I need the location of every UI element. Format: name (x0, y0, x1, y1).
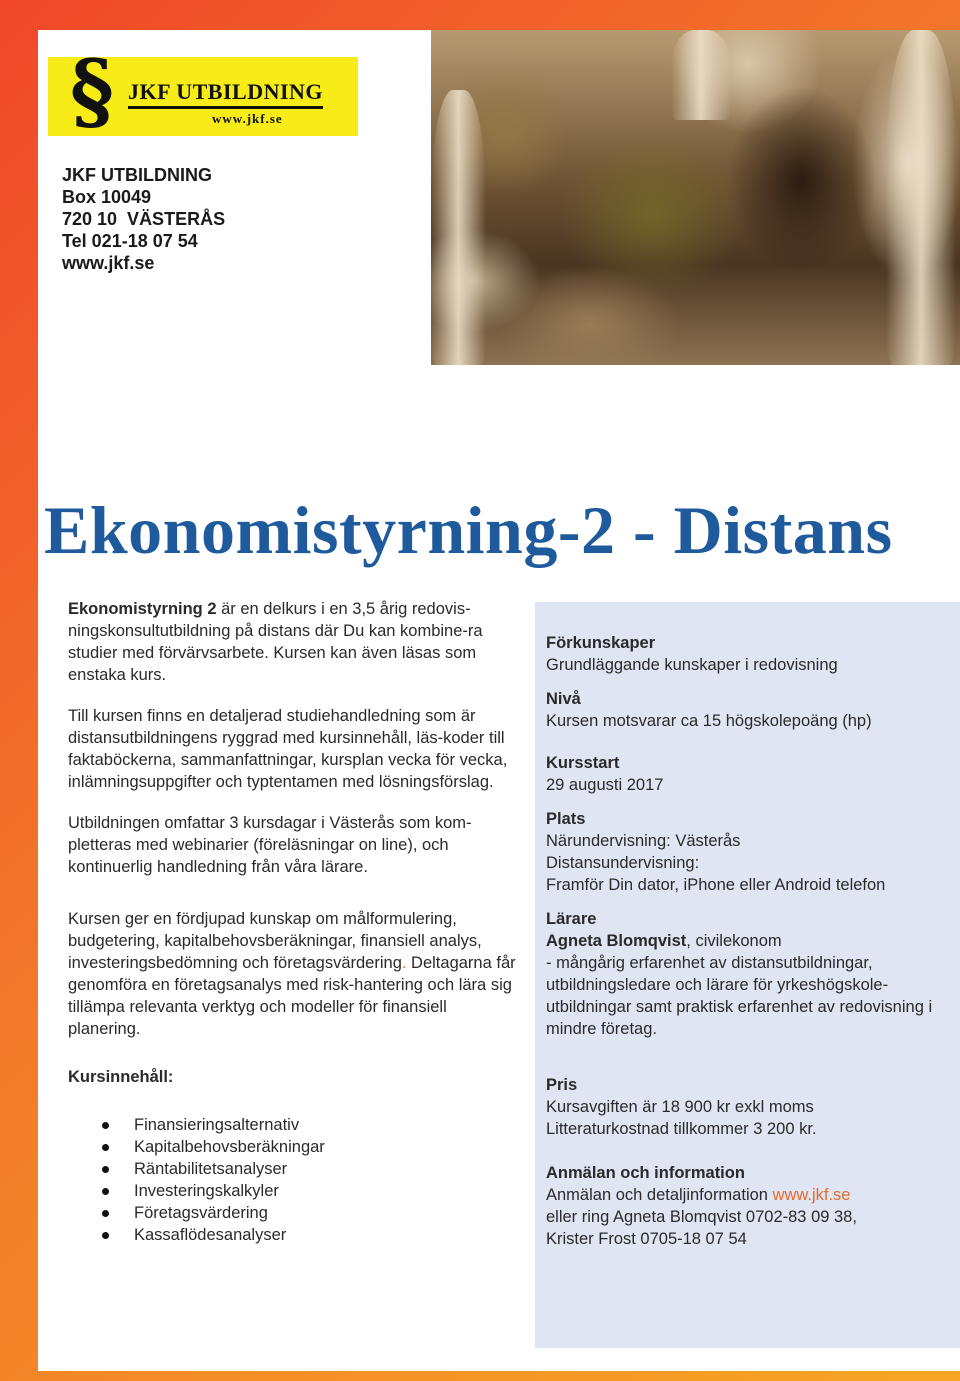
course-content-paragraph (68, 908, 523, 1040)
larare-heading: Lärare (546, 910, 597, 928)
brochure-page (38, 30, 960, 1371)
plats-section (546, 808, 951, 896)
list-item: Räntabilitetsanalyser (68, 1158, 523, 1180)
cave-photo (431, 30, 960, 365)
niva-section (546, 688, 951, 732)
address-line: www.jkf.se (62, 253, 155, 273)
teacher-role: , civilekonom (686, 932, 782, 950)
kursstart-section (546, 752, 951, 796)
intro-course-name: Ekonomistyrning 2 (68, 600, 217, 618)
pris-heading: Pris (546, 1076, 578, 1094)
anmalan-text: Anmälan och detaljinformation (546, 1186, 773, 1204)
forkunskaper-heading: Förkunskaper (546, 634, 656, 652)
list-item: Finansieringsalternativ (68, 1114, 523, 1136)
list-item: Investeringskalkyler (68, 1180, 523, 1202)
forkunskaper-text: Grundläggande kunskaper i redovisning (546, 656, 838, 674)
plats-line: Närundervisning: Västerås (546, 832, 741, 850)
course-description (68, 598, 523, 1246)
teacher-name: Agneta Blomqvist (546, 932, 687, 950)
logo-name: JKF UTBILDNING (128, 79, 323, 109)
intro-text: är en delkurs i en 3,5 årig redovis-ningskonsultutbildning på distans där Du kan kombine-ra studier med förvärvsarbete. Kursen kan även läsas som enstaka kurs. (68, 600, 483, 684)
niva-heading: Nivå (546, 690, 581, 708)
list-item: Kapitalbehovsberäkningar (68, 1136, 523, 1158)
plats-heading: Plats (546, 810, 586, 828)
kursstart-heading: Kursstart (546, 754, 620, 772)
course-days-paragraph: Utbildningen omfattar 3 kursdagar i Västerås som kom-pletteras med webinarier (föreläsningar on line), och kontinuerlig handledning från våra lärare. (68, 814, 472, 876)
study-guide-paragraph: Till kursen finns en detaljerad studiehandledning som är distansutbildningens ryggrad med kursinnehåll, läs-koder till faktaböckerna, sammanfattningar, kursplan vecka för vecka, inlämningsuppgifter och typtentamen med lösningsförslag. (68, 707, 508, 791)
forkunskaper-section (546, 632, 951, 676)
anmalan-line (546, 1184, 951, 1206)
info-sidebar (535, 602, 960, 1348)
address-line: Box 10049 (62, 187, 152, 207)
course-content-rest: Deltagarna får genomföra en företagsanalys med risk-hantering och lära sig tillämpa relevanta verktyg och modeller för finansiell planering. (68, 954, 516, 1038)
anmalan-section (546, 1162, 951, 1250)
website-link[interactable]: www.jkf.se (772, 1186, 851, 1204)
larare-section (546, 908, 951, 1040)
address-line: JKF UTBILDNING (62, 165, 212, 185)
list-item: Kassaflödesanalyser (68, 1224, 523, 1246)
logo-url: www.jkf.se (212, 111, 283, 126)
anmalan-heading: Anmälan och information (546, 1164, 745, 1182)
niva-text: Kursen motsvarar ca 15 högskolepoäng (hp) (546, 712, 872, 730)
jkf-logo (48, 57, 358, 136)
plats-line: Framför Din dator, iPhone eller Android telefon (546, 876, 886, 894)
pris-line: Kursavgiften är 18 900 kr exkl moms (546, 1098, 814, 1116)
course-content-dot: . (401, 954, 407, 972)
address-block (62, 164, 225, 274)
page-title: Ekonomistyrning-2 - Distans (44, 492, 893, 568)
kursinnehall-heading: Kursinnehåll: (68, 1068, 174, 1086)
teacher-description: - mångårig erfarenhet av distansutbildningar, utbildningsledare och lärare för yrkeshögskole-utbildningar samt praktisk erfarenhet av redovisning i mindre företag. (546, 954, 933, 1038)
section-sign-logo-mark: § (70, 57, 114, 136)
kursstart-date: 29 augusti 2017 (546, 776, 664, 794)
anmalan-contact-line: Krister Frost 0705-18 07 54 (546, 1230, 747, 1248)
teacher-line (546, 930, 951, 952)
course-content-main: Kursen ger en fördjupad kunskap om målformulering, budgetering, kapitalbehovsberäkningar, finansiell analys, investeringsbedömning och företagsvärdering (68, 910, 482, 972)
address-line: Tel 021-18 07 54 (62, 231, 198, 251)
anmalan-contact-line: eller ring Agneta Blomqvist 0702-83 09 38, (546, 1208, 857, 1226)
pris-section (546, 1074, 951, 1140)
plats-line: Distansundervisning: (546, 854, 700, 872)
kursinnehall-list (68, 1114, 523, 1246)
list-item: Företagsvärdering (68, 1202, 523, 1224)
address-line: 720 10 VÄSTERÅS (62, 209, 226, 229)
pris-line: Litteraturkostnad tillkommer 3 200 kr. (546, 1120, 817, 1138)
intro-paragraph (68, 598, 523, 686)
